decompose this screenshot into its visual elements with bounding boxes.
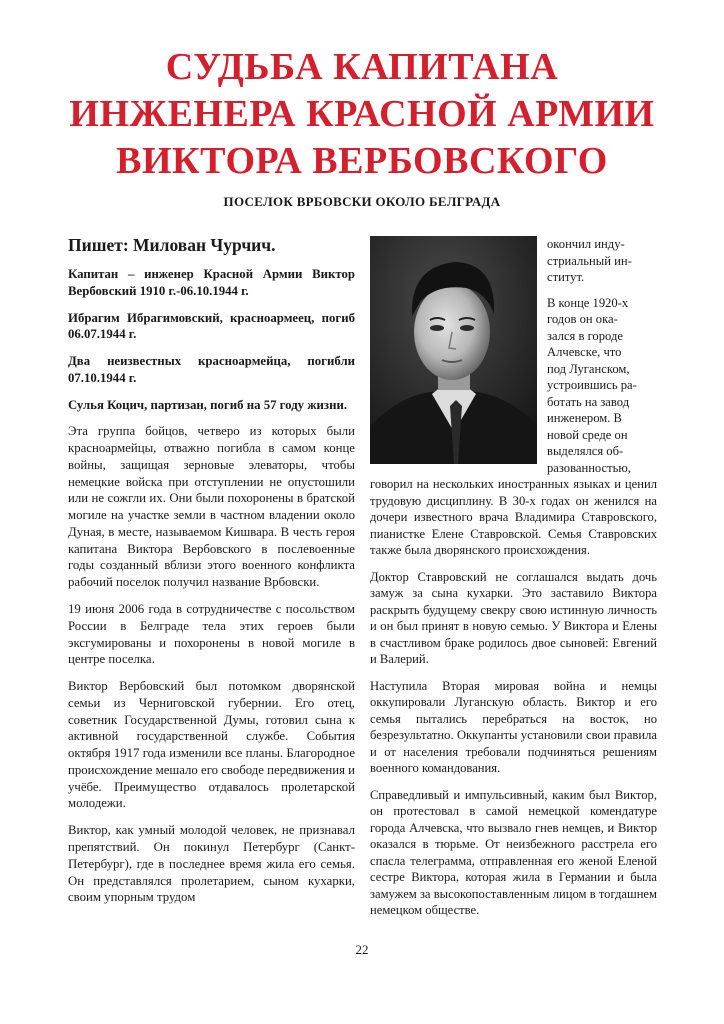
title-line: ИНЖЕНЕРА КРАСНОЙ АРМИИ [69, 93, 655, 135]
page-number: 22 [355, 942, 369, 957]
title-line: ВИКТОРА ВЕРБОВСКОГО [116, 140, 608, 182]
text-line: устроившись ра- [547, 378, 637, 392]
text-line: ботать на завод [547, 394, 630, 409]
body-paragraph: Виктор, как умный молодой человек, не признавал препятствий. Он покинул Петербург (Санкт-Петербург), где в последнее время жила его семья. Он представлялся пролетарием, сыном кухарки, своим упорным трудом [68, 823, 355, 905]
body-paragraph: 19 июня 2006 года в сотрудничестве с посольством России в Белграде тела этих героев были эксгумированы и похоронены в новой могиле в центре поселка. [68, 602, 355, 667]
text-line: новой среде он [547, 427, 628, 442]
text-line: В конце 1920-х [547, 295, 629, 310]
text-line: годов он ока- [547, 312, 618, 326]
title-line: СУДЬБА КАПИТАНА [165, 46, 559, 88]
body-paragraph: Справедливый и импульсивный, каким был Виктор, он протестовал в самой немецкой комендатуре города Алчевска, что вызвало гнев немцев, и Виктор оказался в тюрьме. От неизбежного расстрела его спасла телеграмма, отправленная его женой Еленой сестре Виктора, которая жила в Германии и была замужем за высокопоставленным лицом в тогдашнем немецком обществе. [370, 787, 657, 917]
article-subtitle: ПОСЕЛОК ВРБОВСКИ ОКОЛО БЕЛГРАДА [223, 194, 501, 209]
author-byline: Пишет: Милован Чурчич. [68, 235, 276, 255]
victim-entry: Сулья Коцич, партизан, погиб на 57 году жизни. [68, 397, 348, 412]
right-column [370, 236, 657, 929]
text-line: зался в городе [547, 328, 623, 343]
victim-entry: Капитан – инженер Красной Армии Виктор Вербовский 1910 г.-06.10.1944 г. [68, 267, 355, 298]
text-line: выделялся об- [547, 444, 624, 458]
body-paragraph: Наступила Вторая мировая война и немцы оккупировали Луганскую область. Виктор и его семья пытались перебраться на восток, но безрезультатно. Оккупанты установили свои правила и от населения требовали подчиняться решениям военного командования. [370, 678, 657, 775]
left-column [68, 234, 355, 916]
body-paragraph: Виктор Вербовский был потомком дворянской семьи из Черниговской губернии. Его отец, советник Государственной Думы, готовил сына к активной государственной службе. События октября 1917 года изменили все планы. Благородное происхождение мешало его свободе передвижения и учёбе. Преимущество отдавалось пролетарской молодежи. [68, 679, 356, 811]
victim-entry: Два неизвестных красноармейца, погибли 07.10.1944 г. [68, 354, 355, 385]
text-line: Алчевске, что [547, 345, 622, 359]
body-paragraph: говорил на нескольких иностранных языках и ценил трудовую дисциплину. В 30-х годах он женился на дочери известного врача Владимира Ставровского, пианистке Елене Ставровской. Семья Ставровских также была дворянского происхождения. [370, 477, 657, 557]
body-paragraph: Эта группа бойцов, четверо из которых были красноармейцы, отважно погибла в самом конце войны, защищая зерновые элеваторы, чтобы немецкие войска при отступлении не опустошили или не сожгли их. Они были похоронены в братской могиле на участке земли в частном владении около Дуная, в месте, называемом Кишвара. В честь героя капитана Виктора Вербовского в послевоенные годы созданный вблизи этого военного конфликта рабочий поселок получил название Врбовски. [68, 424, 355, 590]
text-line: инженером. В [547, 411, 622, 425]
victim-entry: Ибрагим Ибрагимовский, красноармеец, погиб 06.07.1944 г. [68, 310, 355, 342]
text-line: ститут. [547, 270, 585, 284]
text-line: стриальный ин- [547, 253, 632, 268]
portrait-image [370, 236, 537, 464]
text-line: окончил инду- [547, 237, 625, 251]
body-paragraph: Доктор Ставровский не соглашался выдать дочь замуж за сына кухарки. Это заставило Виктора раскрыть будущему свекру свою истинную личность и он был принят в новую семью. У Виктора и Елены в счастливом браке родилось двое сыновей: Евгений и Валерий. [370, 569, 657, 666]
article-title [0, 44, 724, 185]
text-line: разованностью, [547, 460, 631, 475]
portrait-photo [370, 236, 537, 464]
text-line: под Луганском, [547, 361, 630, 376]
